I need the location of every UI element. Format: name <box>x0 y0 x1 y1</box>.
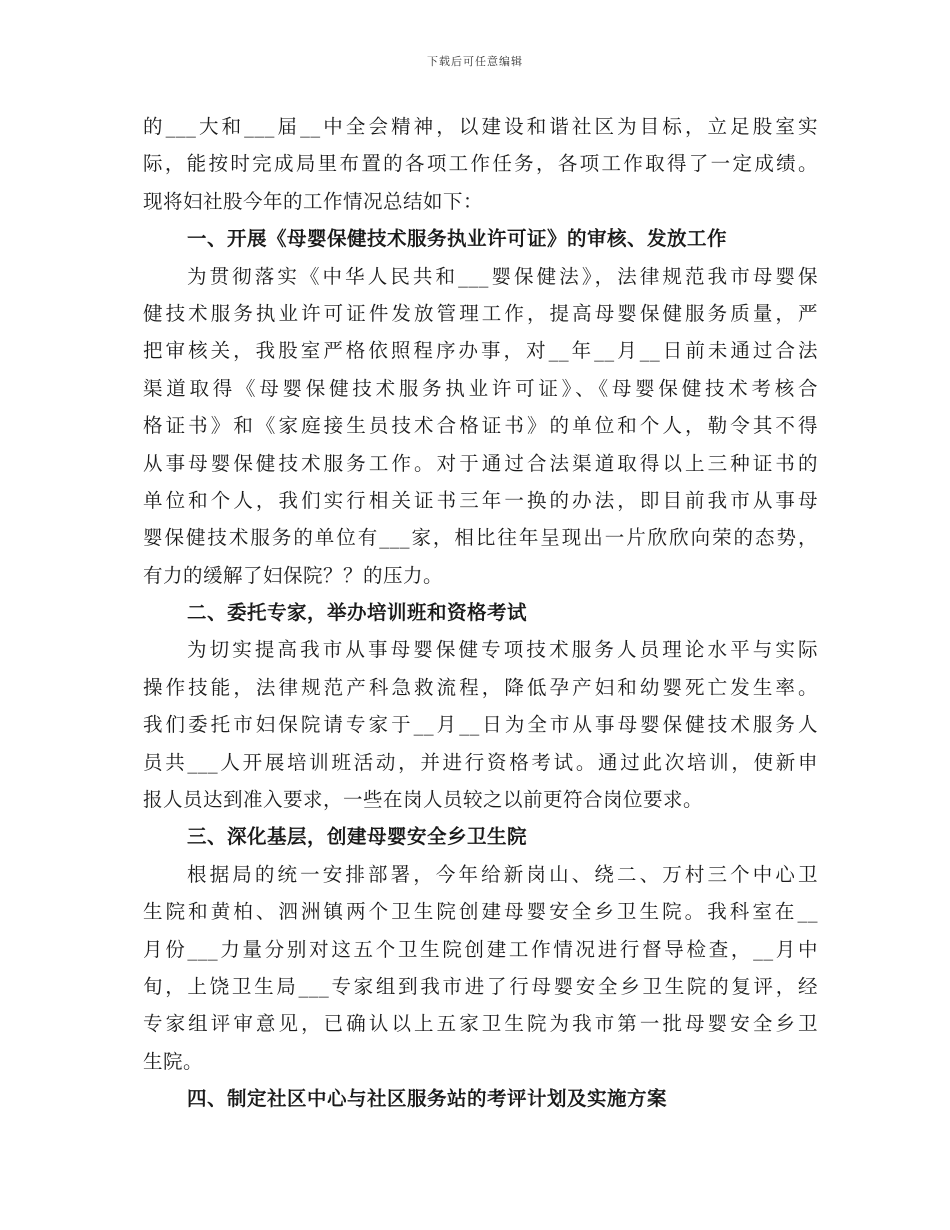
body-text-line: 生院。 <box>143 1049 204 1073</box>
body-text-line: 员共___人开展培训班活动，并进行资格考试。通过此次培训，使新申 <box>143 750 818 774</box>
section-heading: 一、开展《母婴保健技术服务执业许可证》的审核、发放工作 <box>187 227 728 251</box>
body-text-line: 专家组评审意见，已确认以上五家卫生院为我市第一批母婴安全乡卫 <box>143 1012 818 1036</box>
page-header-note: 下载后可任意编辑 <box>427 55 523 68</box>
body-text-line: 现将妇社股今年的工作情况总结如下： <box>143 189 484 213</box>
body-text-line: 单位和个人，我们实行相关证书三年一换的办法，即目前我市从事母 <box>143 488 818 512</box>
body-text-line: 格证书》和《家庭接生员技术合格证书》的单位和个人，勒令其不得 <box>143 414 818 438</box>
body-text-line: 月份___力量分别对这五个卫生院创建工作情况进行督导检查，__月中 <box>143 937 818 961</box>
body-text-line: 际，能按时完成局里布置的各项工作任务，各项工作取得了一定成绩。 <box>143 152 818 176</box>
body-text-line: 有力的缓解了妇保院？？的压力。 <box>143 563 444 587</box>
body-text-line: 的___大和___届__中全会精神，以建设和谐社区为目标，立足股室实 <box>143 115 818 138</box>
body-text-line: 操作技能，法律规范产科急救流程，降低孕产妇和幼婴死亡发生率。 <box>143 675 818 699</box>
body-text-line: 为贯彻落实《中华人民共和___婴保健法》，法律规范我市母婴保 <box>187 264 818 288</box>
section-heading: 三、深化基层，创建母婴安全乡卫生院 <box>187 825 528 849</box>
body-text-line: 把审核关，我股室严格依照程序办事，对__年__月__日前未通过合法 <box>143 339 818 363</box>
body-text-line: 婴保健技术服务的单位有___家，相比往年呈现出一片欣欣向荣的态势， <box>143 526 818 550</box>
body-text-line: 渠道取得《母婴保健技术服务执业许可证》、《母婴保健技术考核合 <box>143 376 818 400</box>
body-text-line: 生院和黄柏、泗洲镇两个卫生院创建母婴安全乡卫生院。我科室在__ <box>143 900 818 924</box>
body-text-line: 报人员达到准入要求，一些在岗人员较之以前更符合岗位要求。 <box>143 788 704 812</box>
section-heading: 四、制定社区中心与社区服务站的考评计划及实施方案 <box>187 1087 668 1111</box>
body-text-line: 为切实提高我市从事母婴保健专项技术服务人员理论水平与实际 <box>187 638 818 662</box>
document-body <box>143 108 818 1118</box>
body-text-line: 我们委托市妇保院请专家于__月__日为全市从事母婴保健技术服务人 <box>143 713 818 737</box>
body-text-line: 健技术服务执业许可证件发放管理工作，提高母婴保健服务质量，严 <box>143 301 818 325</box>
body-text-line: 根据局的统一安排部署，今年给新岗山、绕二、万村三个中心卫 <box>187 862 818 886</box>
body-text-line: 旬，上饶卫生局___专家组到我市进了行母婴安全乡卫生院的复评，经 <box>143 974 818 998</box>
body-text-line: 从事母婴保健技术服务工作。对于通过合法渠道取得以上三种证书的 <box>143 451 818 475</box>
section-heading: 二、委托专家，举办培训班和资格考试 <box>187 601 528 625</box>
